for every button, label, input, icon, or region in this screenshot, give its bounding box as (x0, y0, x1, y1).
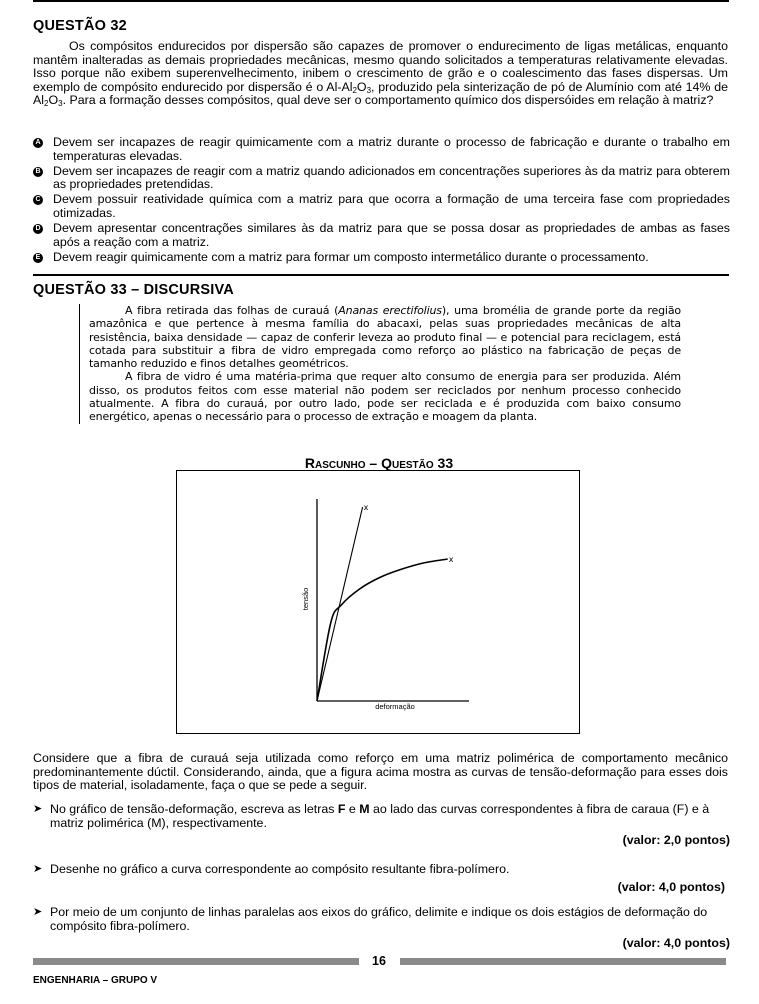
question-32-statement: Os compósitos endurecidos por dispersão são capazes de promover o endurecimento de ligas metálicas, enquanto mantêm inalteradas as demais propriedades mecânicas, mesmo quando solicitados a temperaturas relativamente elevadas. Isso porque não exibem superenvelhecimento, inibem o crescimento de grão e o coalescimento das fases dispersas. Um exemplo de compósito endurecido por dispersão é o $Al-Al_2O_3$, produzido pela sinterização de pó de Alumínio com até 14% de $Al_2O_3$. Para a formação desses compósitos, qual deve ser o comportamento químico dos dispersóides em relação à matriz? (33, 39, 728, 109)
option-b-text: Devem ser incapazes de reagir com a matriz quando adicionados em concentrações superiores às da matriz para obterem as propriedades pretendidas. (53, 163, 730, 192)
question-33-title: QUESTÃO 33 – DISCURSIVA (33, 282, 234, 298)
chart-svg (177, 471, 581, 735)
footer-label: ENGENHARIA – GRUPO V (33, 975, 158, 986)
question-33-quote: A fibra retirada das folhas de curauá (Ananas erectifolius), uma bromélia de grande porte da região amazônica e que pertence à mesma família do abacaxi, pelas suas propriedades mecânicas de alta resistência, baixa densidade — capaz de conferir leveza ao produto final — e potencial para reciclagem, está cotada para substituir a fibra de vidro empregada como reforço ao plástico na fabricação de peças de tamanho reduzido e finos detalhes geométricos. A fibra de vidro é uma matéria-prima que requer alto consumo de energia para ser produzida. Além disso, os produtos feitos com esse material não podem ser reciclados por nenhum processo conhecido atualmente. A fibra do curauá, por outro lado, pode ser reciclada e é produzida com baixo consumo energético, apenas o necessário para o processo de extração e moagem da planta. (79, 304, 681, 424)
question-33-instructions: Considere que a fibra de curauá seja utilizada como reforço em uma matriz polimérica de comportamento mecânico predominantemente dúctil. Considerando, ainda, que a figura acima mostra as curvas de tensão-deformação para esses dois tipos de material, isoladamente, faça o que se pede a seguir. (33, 751, 728, 793)
option-d[interactable] (33, 222, 730, 249)
page-number: 16 (372, 954, 386, 968)
stress-strain-chart (176, 470, 580, 734)
task-item-3-points: (valor: 4,0 pontos) (622, 936, 730, 951)
option-d-text: Devem apresentar concentrações similares às da matriz para que se possa dosar as propriedades de ambas as fases após a reação com a matriz. (53, 221, 730, 249)
series-end-marker-2: x (448, 555, 454, 564)
option-c-badge: C (33, 195, 43, 205)
option-e[interactable] (33, 251, 730, 265)
option-e-badge: E (33, 253, 43, 263)
option-e-text: Devem reagir quimicamente com a matriz para formar um composto intermetálico durante o processamento. (53, 249, 649, 264)
series-layer (317, 503, 454, 701)
task-item-2-points: (valor: 4,0 pontos) (617, 879, 725, 894)
series-line-1 (317, 507, 363, 701)
section-divider (33, 274, 729, 276)
draft-title: Rascunho – Questão 33 (304, 455, 454, 471)
option-a[interactable] (33, 136, 730, 163)
option-a-badge: A (33, 138, 43, 148)
task-item-2-text: Desenhe no gráfico a curva correspondente ao compósito resultante fibra-polímero. (50, 862, 510, 876)
task-item-3-text: Por meio de um conjunto de linhas paralelas aos eixos do gráfico, delimite e indique os dois estágios de deformação do compósito fibra-polímero. (50, 905, 708, 933)
question-32-title: QUESTÃO 32 (33, 18, 127, 34)
series-end-marker-1: x (363, 503, 369, 512)
arrow-icon: ➤ (33, 906, 43, 918)
task-item-2 (33, 863, 730, 894)
option-b-badge: B (33, 167, 43, 177)
option-d-badge: D (33, 224, 43, 234)
task-item-3 (33, 906, 730, 951)
x-axis-label: deformação (375, 702, 415, 711)
task-item-1 (33, 803, 730, 848)
question-32-options (33, 136, 730, 266)
option-b[interactable] (33, 165, 730, 192)
option-c-text: Devem possuir reatividade química com a matriz para que ocorra a formação de uma terceira fase com propriedades otimizadas. (53, 192, 730, 220)
arrow-icon: ➤ (33, 863, 43, 875)
arrow-icon: ➤ (33, 803, 43, 815)
task-item-1-text: No gráfico de tensão-deformação, escreva as letras F e M ao lado das curvas correspondentes à fibra de caraua (F) e à matriz polimérica (M), respectivamente. (50, 802, 710, 830)
footer-bar-left (33, 958, 359, 965)
option-c[interactable] (33, 193, 730, 220)
task-item-1-points: (valor: 2,0 pontos) (622, 833, 730, 848)
footer-bar-right (400, 958, 726, 965)
top-rule (33, 0, 729, 2)
y-axis-label: tensão (301, 587, 310, 611)
option-a-text: Devem ser incapazes de reagir quimicamente com a matriz durante o processo de fabricação e durante o trabalho em temperaturas elevadas. (53, 135, 730, 163)
series-line-2 (317, 559, 448, 701)
